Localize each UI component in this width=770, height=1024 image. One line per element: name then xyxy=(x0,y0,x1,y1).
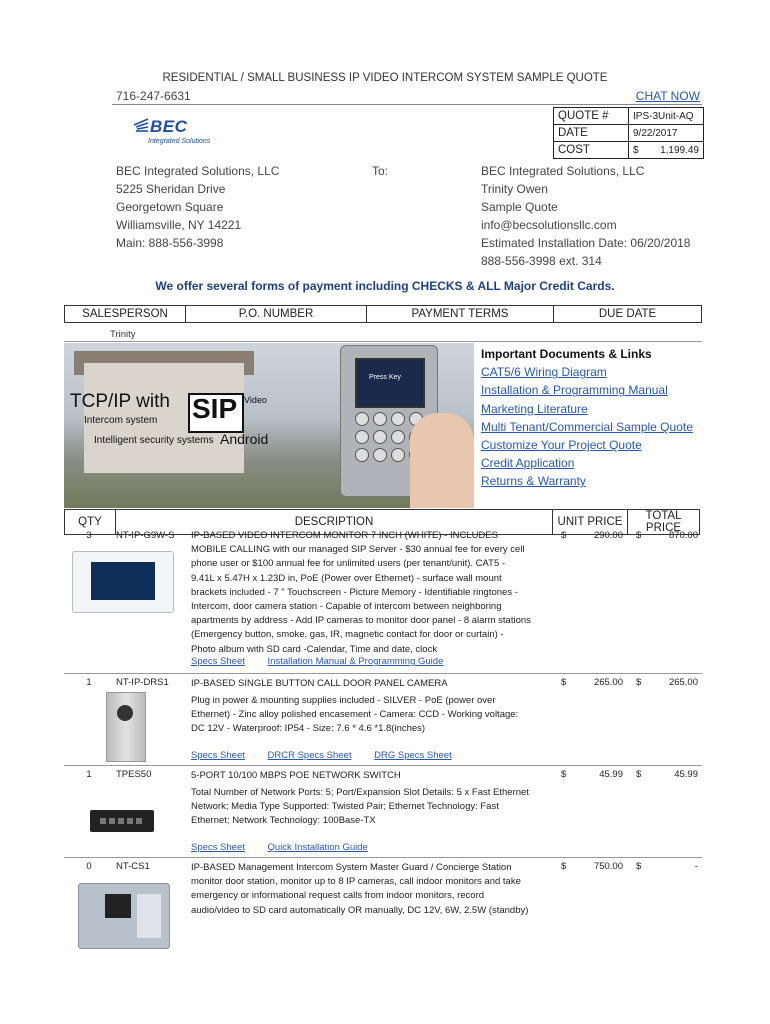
specs-sheet-link[interactable]: Specs Sheet xyxy=(191,842,245,853)
cost-value-cell xyxy=(629,142,704,159)
banner-video-text: Video xyxy=(244,395,267,405)
item-sku: NT-IP-DRS1 xyxy=(116,677,169,688)
item-qty: 3 xyxy=(86,530,92,541)
row-divider xyxy=(64,765,702,766)
due-date-header: DUE DATE xyxy=(554,306,702,323)
item-sku: TPES50 xyxy=(116,769,152,780)
item-total-currency: $ xyxy=(636,677,642,688)
door-panel-image xyxy=(106,692,146,762)
item-unit-currency: $ xyxy=(561,861,567,872)
logo-mark-icon xyxy=(128,116,150,138)
from-line: Main: 888-556-3998 xyxy=(116,236,224,250)
item-description: Total Number of Network Ports: 5; Port/Expansion Slot Details: 5 x Fast Ethernet Network; Media Type Supported: Twisted Pair; Ethernet Technology: Fast Ethernet; Network Technology: 100Base-TX xyxy=(191,787,529,827)
documents-links xyxy=(481,345,693,491)
link-marketing[interactable]: Marketing Literature xyxy=(481,401,588,416)
row-divider xyxy=(64,857,702,858)
date-label: DATE xyxy=(554,125,629,142)
banner-intercom-text: Intercom system xyxy=(84,415,158,426)
quote-number-value: IPS-3Unit-AQ xyxy=(629,108,704,125)
link-multi-tenant[interactable]: Multi Tenant/Commercial Sample Quote xyxy=(481,419,693,434)
item-unit-currency: $ xyxy=(561,769,567,780)
specs-sheet-link[interactable]: Specs Sheet xyxy=(191,656,245,667)
row-divider xyxy=(64,341,702,342)
product-banner-image xyxy=(64,343,474,508)
order-header-table xyxy=(64,305,702,323)
item-unit-price: 265.00 xyxy=(593,677,623,688)
item-unit-currency: $ xyxy=(561,677,567,688)
concierge-station-image xyxy=(78,883,170,949)
item-title: 5-PORT 10/100 MBPS POE NETWORK SWITCH xyxy=(191,770,401,781)
item-sku: NT-CS1 xyxy=(116,861,150,872)
total-price-header: TOTAL PRICE xyxy=(628,510,700,535)
phone-number: 716-247-6631 xyxy=(116,89,191,103)
qty-header: QTY xyxy=(65,510,116,535)
link-customize-quote[interactable]: Customize Your Project Quote xyxy=(481,438,642,453)
quick-install-link[interactable]: Quick Installation Guide xyxy=(267,842,368,853)
station-keypad xyxy=(137,894,161,938)
monitor-screen xyxy=(91,562,155,600)
item-total-price: - xyxy=(694,861,698,872)
document-title: RESIDENTIAL / SMALL BUSINESS IP VIDEO INTERCOM SYSTEM SAMPLE QUOTE xyxy=(162,72,608,84)
description-header: DESCRIPTION xyxy=(116,510,553,535)
item-unit-currency: $ xyxy=(561,530,567,541)
link-returns[interactable]: Returns & Warranty xyxy=(481,474,586,489)
drcr-specs-link[interactable]: DRCR Specs Sheet xyxy=(267,750,352,761)
item-qty: 0 xyxy=(86,861,92,872)
po-number-header: P.O. NUMBER xyxy=(186,306,367,323)
item-unit-price: 290.00 xyxy=(593,530,623,541)
row-divider xyxy=(64,673,702,674)
item-total-currency: $ xyxy=(636,861,642,872)
date-value: 9/22/2017 xyxy=(629,125,704,142)
item-description: IP-BASED Management Intercom System Master Guard / Concierge Station monitor door station, monitor up to 8 IP cameras, call indoor monitors and take emergency or informational request calls from indoor monitors, record audio/video to SD card automatically OR manually, DC 12V, 6W, 2.5W (standby) xyxy=(191,862,529,916)
item-qty: 1 xyxy=(86,769,92,780)
to-address xyxy=(481,162,690,270)
payment-note: We offer several forms of payment including CHECKS & ALL Major Credit Cards. xyxy=(155,279,615,293)
item-total-price: 45.99 xyxy=(674,769,698,780)
item-description: IP-BASED VIDEO INTERCOM MONITOR 7 INCH (WHITE) - INCLUDES MOBILE CALLING with our managed SIP Server - $30 annual fee for every cell phone user or $100 annual fee for unlimited users (per tenant/unit). CAT5 - 9.41L x 5.47H x 1.23D in, PoE (Power over Ethernet) - surface wall mount brackets included - 7 " Touchscreen - Picture Memory - Identifiable ringtones - Intercom, door camera station - Capable of intercom between neighboring apartments by address - Add IP cameras to monitor door panel - 8 alarm stations (Emergency button, smoke, gas, IR, magnetic contact for door or curtain) - Photo album with SD card -Calendar, Time and date, clock xyxy=(191,530,531,655)
item-unit-price: 750.00 xyxy=(593,861,623,872)
link-credit-app[interactable]: Credit Application xyxy=(481,456,575,471)
to-email: info@becsolutionsllc.com xyxy=(481,218,617,232)
banner-sip-text: SIP xyxy=(192,393,238,424)
switch-ports xyxy=(100,818,144,824)
banner-android-text: Android xyxy=(220,431,269,447)
item-total-price: 870.00 xyxy=(668,530,698,541)
chat-now-link[interactable]: CHAT NOW xyxy=(635,89,700,103)
specs-sheet-link[interactable]: Specs Sheet xyxy=(191,750,245,761)
banner-tcp-text: TCP/IP with xyxy=(70,391,170,412)
item-qty: 1 xyxy=(86,677,92,688)
cost-currency: $ xyxy=(633,144,639,156)
item-links xyxy=(191,655,531,669)
from-line: 5225 Sheridan Drive xyxy=(116,182,226,196)
item-total-currency: $ xyxy=(636,769,642,780)
door-panel-camera xyxy=(117,705,133,721)
network-switch-image xyxy=(90,810,154,832)
to-line: Trinity Owen xyxy=(481,182,548,196)
from-line: Georgetown Square xyxy=(116,200,224,214)
from-address xyxy=(116,162,279,252)
link-wiring-diagram[interactable]: CAT5/6 Wiring Diagram xyxy=(481,365,607,380)
header-divider xyxy=(112,104,702,105)
item-title: IP-BASED SINGLE BUTTON CALL DOOR PANEL CAMERA xyxy=(191,678,448,689)
salesperson-header: SALESPERSON xyxy=(65,306,186,323)
station-screen xyxy=(105,894,131,918)
cost-label: COST xyxy=(554,142,629,159)
item-links xyxy=(191,841,531,855)
drg-specs-link[interactable]: DRG Specs Sheet xyxy=(374,750,452,761)
to-label: To: xyxy=(372,164,389,178)
quote-number-label: QUOTE # xyxy=(554,108,629,125)
install-guide-link[interactable]: Installation Manual & Programming Guide xyxy=(267,656,444,667)
banner-panel-screen xyxy=(355,358,425,408)
to-line: BEC Integrated Solutions, LLC xyxy=(481,164,645,178)
to-line: Sample Quote xyxy=(481,200,558,214)
to-line: 888-556-3998 ext. 314 xyxy=(481,254,602,268)
item-description: Plug in power & mounting supplies included - SILVER - PoE (power over Ethernet) - Zinc alloy polished encasement - Camera: CCD - Working voltage: DC 12V - Waterproof: IP54 - Size: 7.6 * 4.6 *1.8(inches) xyxy=(191,695,519,735)
salesperson-value: Trinity xyxy=(110,329,136,340)
monitor-image xyxy=(72,551,174,613)
item-total-price: 265.00 xyxy=(668,677,698,688)
from-line: Williamsville, NY 14221 xyxy=(116,218,242,232)
unit-price-header: UNIT PRICE xyxy=(553,510,628,535)
logo-subtitle: Integrated Solutions xyxy=(148,138,211,145)
logo-word: BEC xyxy=(150,117,188,136)
item-unit-price: 45.99 xyxy=(599,769,623,780)
banner-intelligent-text: Intelligent security systems xyxy=(94,435,214,446)
link-install-manual[interactable]: Installation & Programming Manual xyxy=(481,383,668,398)
banner-press-key: Press Key xyxy=(369,374,401,381)
item-links xyxy=(191,749,531,763)
from-line: BEC Integrated Solutions, LLC xyxy=(116,164,280,178)
bec-logo xyxy=(128,114,238,150)
item-total-currency: $ xyxy=(636,530,642,541)
to-line: Estimated Installation Date: 06/20/2018 xyxy=(481,236,691,250)
links-heading: Important Documents & Links xyxy=(481,347,652,361)
item-sku: NT-IP-G9W-S xyxy=(116,530,175,541)
cost-value: 1,199.49 xyxy=(660,144,699,156)
banner-finger xyxy=(410,413,474,508)
quote-info-table xyxy=(553,107,704,159)
payment-terms-header: PAYMENT TERMS xyxy=(367,306,554,323)
